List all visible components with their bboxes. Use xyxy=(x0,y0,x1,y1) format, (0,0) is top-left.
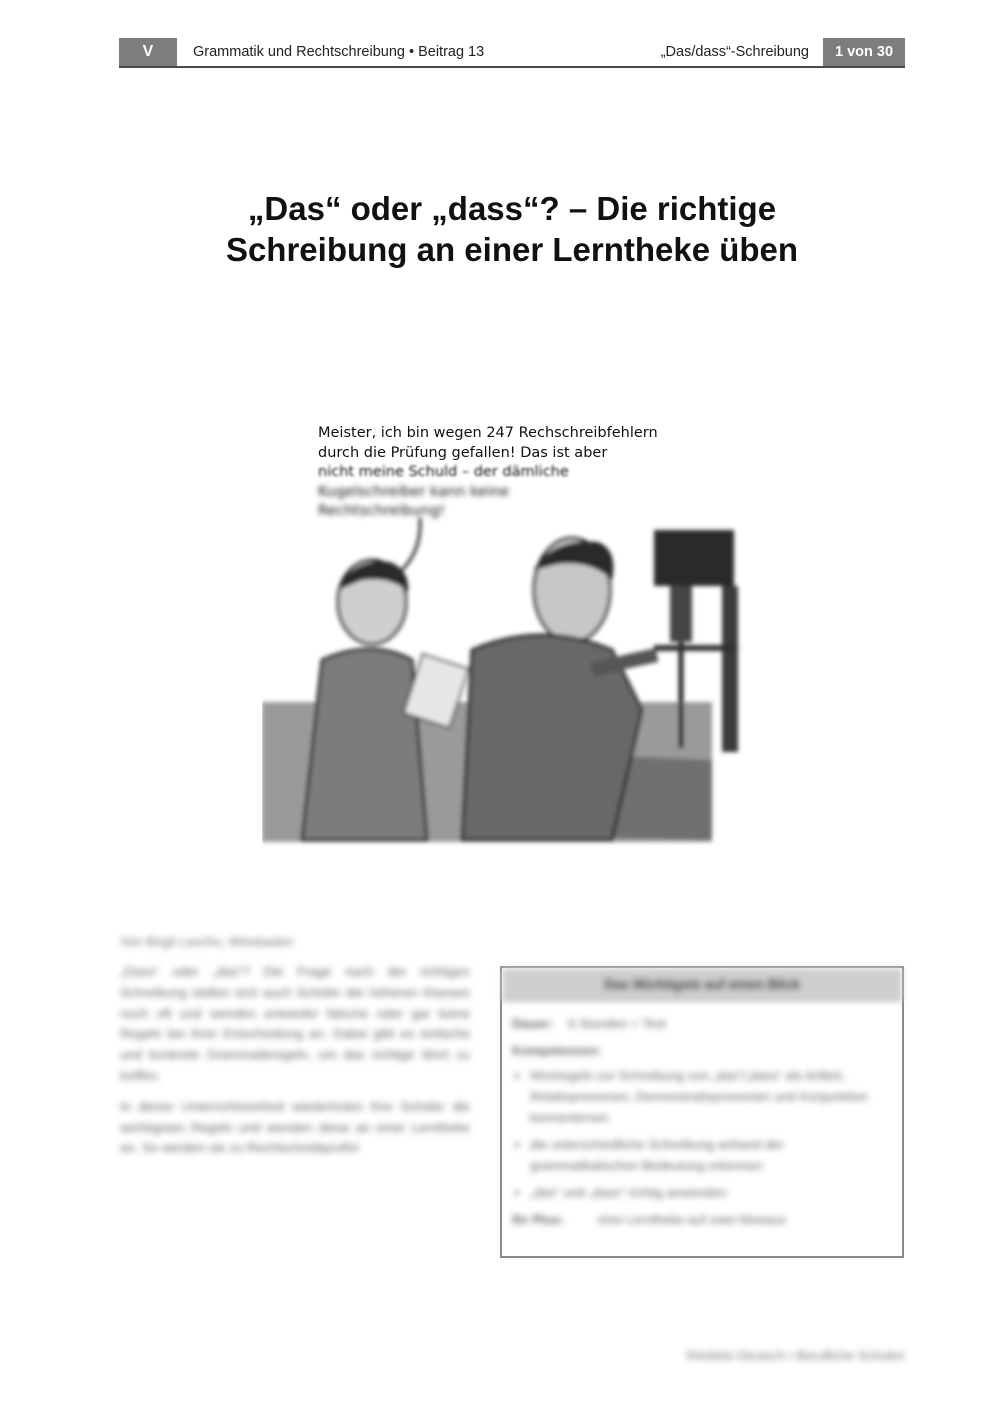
series-label: Grammatik und Rechtschreibung • Beitrag 13 xyxy=(193,44,485,60)
topic-label: „Das/dass“-Schreibung xyxy=(660,44,809,60)
overview-box-heading: Das Wichtigste auf einen Blick xyxy=(502,968,902,1001)
page-footer: RAAbits Deutsch • Berufliche Schulen xyxy=(686,1348,905,1363)
section-badge: V xyxy=(119,38,177,66)
caption-line-3: nicht meine Schuld – der dämliche xyxy=(318,464,569,480)
drill-press-head xyxy=(654,530,734,586)
intro-paragraph-1: „Dass“ oder „das“? Die Frage nach der richtigen Schreibung stellen sich auch Schüler der höheren Klassen noch oft und wenden entweder falsche oder gar keine Regeln bei ihrer Entscheidung an. Dabei gibt es einfache und konkrete Grammatikregeln, um das richtige Wort zu treffen. xyxy=(120,964,470,1083)
intro-paragraph-2: In dieser Unterrichtseinheit wiederholen Ihre Schüler die wichtigsten Regeln und wenden diese an einer Lerntheke an. So werden sie zu Rechtschreibprofis! xyxy=(120,1098,470,1156)
speech-caption xyxy=(318,424,688,522)
list-item: • Wortregeln zur Schreibung von „das“/„dass“ als Artikel, Relativpronomen, Demonstrativpronomen und Konjunktion kennenlernen xyxy=(530,1065,892,1128)
page-number-badge: 1 von 30 xyxy=(823,38,905,66)
duration-value: 6 Stunden + Test xyxy=(568,1016,666,1031)
plus-value: eine Lerntheke auf zwei Niveaus xyxy=(598,1212,786,1227)
page-header xyxy=(119,38,905,68)
competences-label: Kompetenzen: xyxy=(512,1043,602,1058)
drill-column xyxy=(722,586,738,752)
overview-box-body xyxy=(502,1001,902,1230)
overview-box xyxy=(500,966,904,1258)
title-line-2: Schreibung an einer Lerntheke üben xyxy=(225,231,799,268)
page-title xyxy=(120,188,904,270)
duration-row xyxy=(512,1013,892,1034)
duration-label: Dauer: xyxy=(512,1016,554,1031)
caption-line-1: Meister, ich bin wegen 247 Rechschreibfehlern xyxy=(318,425,658,441)
caption-line-2: durch die Prüfung gefallen! Das ist aber xyxy=(318,444,608,461)
list-item: • „das“ und „dass“ richtig anwenden xyxy=(530,1182,892,1203)
caption-line-5: Rechtschreibung! xyxy=(318,503,446,519)
apprentice-body xyxy=(302,649,427,840)
plus-label: Ihr Plus: xyxy=(512,1212,565,1227)
intro-text xyxy=(120,962,470,1169)
author-line: Von Birgit Lascho, Wiesbaden xyxy=(120,934,294,949)
list-item: • die unterschiedliche Schreibung anhand der grammatikalischen Bedeutung erkennen xyxy=(530,1134,892,1176)
caption-line-4: Kugelschreiber kann keine xyxy=(318,483,510,500)
plus-row xyxy=(512,1209,892,1230)
title-line-1: „Das“ oder „dass“? – Die richtige xyxy=(247,190,777,227)
competences-list xyxy=(512,1065,892,1203)
